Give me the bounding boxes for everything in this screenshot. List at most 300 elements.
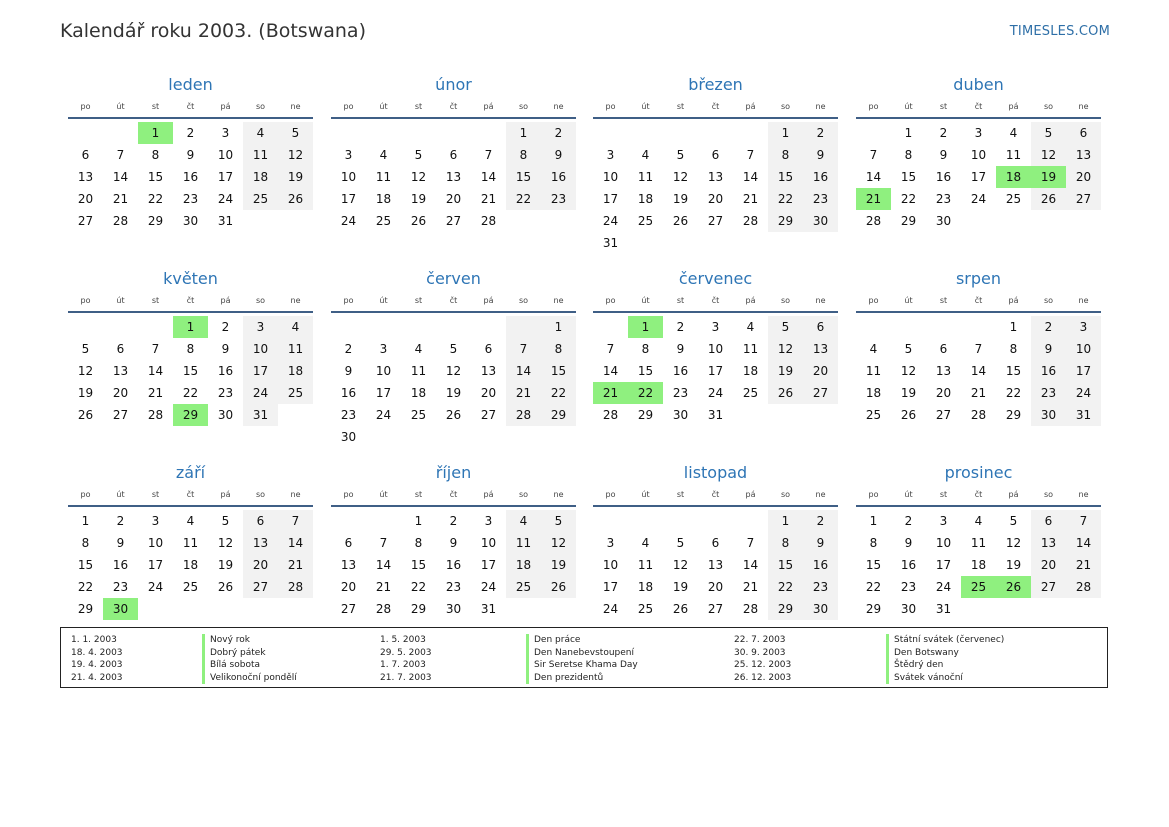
empty-cell (803, 404, 838, 426)
empty-cell (1066, 598, 1101, 620)
day-cell: 27 (243, 576, 278, 598)
empty-cell (68, 122, 103, 144)
day-cell: 7 (974, 342, 983, 356)
month-10 (331, 462, 576, 620)
week-row (68, 382, 313, 404)
day-cell: 23 (112, 580, 129, 594)
empty-cell (173, 598, 208, 620)
week-row (856, 360, 1101, 382)
day-cell: 10 (970, 148, 987, 162)
day-cell: 22 (410, 580, 427, 594)
day-cell: 19 (1031, 166, 1066, 188)
day-cell: 13 (243, 532, 278, 554)
day-cell: 15 (865, 558, 882, 572)
day-cell: 14 (742, 558, 759, 572)
weekday-label: po (605, 102, 616, 111)
day-cell: 18 (865, 386, 882, 400)
day-cell: 28 (742, 602, 759, 616)
day-cell: 20 (803, 360, 838, 382)
day-cell: 13 (112, 364, 129, 378)
weekday-label: st (676, 296, 685, 305)
day-cell: 14 (480, 170, 497, 184)
empty-cell (541, 426, 576, 448)
week-row (68, 122, 313, 144)
day-cell: 13 (340, 558, 357, 572)
week-row (593, 598, 838, 620)
day-cell: 17 (707, 364, 724, 378)
week-row (68, 510, 313, 532)
day-cell: 8 (541, 338, 576, 360)
day-cell: 6 (711, 536, 720, 550)
day-cell: 29 (637, 408, 654, 422)
weekday-label: čt (186, 296, 195, 305)
day-cell: 14 (112, 170, 129, 184)
empty-cell (506, 598, 541, 620)
day-cell: 19 (1005, 558, 1022, 572)
empty-cell (803, 232, 838, 254)
day-cell: 27 (935, 408, 952, 422)
day-cell: 30 (672, 408, 689, 422)
day-cell: 9 (676, 342, 685, 356)
day-cell: 27 (707, 214, 724, 228)
day-cell: 12 (1031, 144, 1066, 166)
day-cell: 12 (410, 170, 427, 184)
day-cell: 30 (900, 602, 917, 616)
weekday-label: ne (553, 490, 564, 499)
site-link[interactable]: TIMESLES.COM (1009, 24, 1110, 39)
legend-dates-col3 (734, 634, 791, 684)
week-row (331, 404, 576, 426)
day-cell: 17 (480, 558, 497, 572)
day-cell: 10 (375, 364, 392, 378)
weekday-label: út (641, 490, 650, 499)
legend-date: 21. 4. 2003 (71, 672, 123, 683)
month-9 (68, 462, 313, 620)
day-cell: 26 (541, 576, 576, 598)
day-cell: 14 (865, 170, 882, 184)
day-cell: 14 (278, 532, 313, 554)
day-cell: 7 (869, 148, 878, 162)
weekday-label: ne (815, 102, 826, 111)
day-cell: 12 (278, 144, 313, 166)
header-rule (331, 505, 576, 507)
weekday-label: so (780, 490, 791, 499)
weekday-header (856, 98, 1101, 116)
day-cell: 2 (344, 342, 353, 356)
weekday-label: ne (290, 102, 301, 111)
weekday-label: pá (220, 102, 231, 111)
weekday-label: po (343, 490, 354, 499)
month-name: červen (426, 269, 481, 288)
week-row (593, 166, 838, 188)
day-cell: 17 (243, 360, 278, 382)
day-cell: 8 (641, 342, 650, 356)
week-row (68, 166, 313, 188)
day-cell: 12 (1005, 536, 1022, 550)
day-cell: 9 (939, 148, 948, 162)
empty-cell (401, 426, 436, 448)
day-cell: 28 (278, 576, 313, 598)
day-cell: 3 (243, 316, 278, 338)
empty-cell (331, 122, 366, 144)
weekday-label: čt (186, 490, 195, 499)
month-name: prosinec (944, 463, 1013, 482)
day-cell: 11 (410, 364, 427, 378)
weekday-header (331, 98, 576, 116)
day-cell: 2 (541, 122, 576, 144)
week-row (331, 166, 576, 188)
week-row (593, 316, 838, 338)
month-name: červenec (678, 269, 753, 288)
day-cell: 24 (970, 192, 987, 206)
day-cell: 24 (602, 602, 619, 616)
week-row (856, 404, 1101, 426)
day-cell: 19 (278, 166, 313, 188)
day-cell: 13 (480, 364, 497, 378)
legend-date: 1. 7. 2003 (380, 660, 426, 670)
weekday-label: so (255, 490, 266, 499)
legend-names-col2 (526, 634, 638, 684)
day-cell: 24 (480, 580, 497, 594)
weekday-label: st (151, 296, 160, 305)
day-cell: 9 (803, 144, 838, 166)
day-cell: 19 (77, 386, 94, 400)
empty-cell (768, 232, 803, 254)
day-cell: 26 (410, 214, 427, 228)
day-cell: 12 (541, 532, 576, 554)
weekday-label: po (80, 102, 91, 111)
day-cell: 22 (628, 382, 663, 404)
legend-names-col1 (202, 634, 297, 684)
day-cell: 5 (768, 316, 803, 338)
day-cell: 20 (445, 192, 462, 206)
weekday-label: po (868, 296, 879, 305)
weekday-header (68, 98, 313, 116)
header-rule (856, 117, 1101, 119)
day-cell: 29 (865, 602, 882, 616)
day-cell: 20 (243, 554, 278, 576)
weekday-label: út (379, 490, 388, 499)
day-cell: 6 (803, 316, 838, 338)
day-cell: 28 (970, 408, 987, 422)
empty-cell (541, 598, 576, 620)
day-cell: 21 (506, 382, 541, 404)
week-row (856, 210, 1101, 232)
day-cell: 24 (1066, 382, 1101, 404)
month-name: listopad (683, 463, 748, 482)
day-cell: 3 (606, 536, 615, 550)
day-cell: 2 (116, 514, 125, 528)
day-cell: 22 (182, 386, 199, 400)
day-cell: 5 (541, 510, 576, 532)
empty-cell (698, 122, 733, 144)
month-name: květen (163, 269, 218, 288)
day-cell: 4 (974, 514, 983, 528)
weekday-label: pá (1008, 102, 1019, 111)
day-cell: 31 (935, 602, 952, 616)
day-cell: 18 (375, 192, 392, 206)
day-cell: 25 (410, 408, 427, 422)
day-cell: 22 (506, 188, 541, 210)
day-cell: 20 (707, 192, 724, 206)
day-cell: 3 (1066, 316, 1101, 338)
empty-cell (278, 210, 313, 232)
day-cell: 26 (1031, 188, 1066, 210)
weekday-label: ne (553, 296, 564, 305)
weekday-label: po (343, 296, 354, 305)
day-cell: 23 (340, 408, 357, 422)
legend-date: 19. 4. 2003 (71, 660, 123, 670)
day-cell: 23 (445, 580, 462, 594)
month-4 (856, 74, 1101, 232)
day-cell: 8 (768, 144, 803, 166)
legend-holiday-name: Den Botswany (894, 647, 959, 658)
day-cell: 22 (900, 192, 917, 206)
day-cell: 20 (935, 386, 952, 400)
day-cell: 7 (151, 342, 160, 356)
day-cell: 19 (541, 554, 576, 576)
day-cell: 9 (904, 536, 913, 550)
day-cell: 1 (768, 122, 803, 144)
empty-cell (996, 598, 1031, 620)
day-cell: 4 (186, 514, 195, 528)
day-cell: 19 (217, 558, 234, 572)
weekday-header (593, 486, 838, 504)
empty-cell (1031, 210, 1066, 232)
day-cell: 12 (672, 558, 689, 572)
day-cell: 3 (221, 126, 230, 140)
day-cell: 10 (243, 338, 278, 360)
day-cell: 9 (344, 364, 353, 378)
day-cell: 28 (742, 214, 759, 228)
weekday-label: so (780, 296, 791, 305)
day-cell: 19 (672, 192, 689, 206)
day-cell: 20 (707, 580, 724, 594)
week-row (593, 404, 838, 426)
day-cell: 2 (186, 126, 195, 140)
weekday-header (331, 486, 576, 504)
weekday-label: st (939, 490, 948, 499)
month-2 (331, 74, 576, 232)
day-cell: 24 (375, 408, 392, 422)
weekday-label: so (1043, 296, 1054, 305)
month-1 (68, 74, 313, 232)
day-cell: 10 (602, 558, 619, 572)
weekday-label: út (904, 490, 913, 499)
day-cell: 11 (1005, 148, 1022, 162)
day-cell: 15 (768, 554, 803, 576)
day-cell: 22 (147, 192, 164, 206)
day-cell: 18 (506, 554, 541, 576)
empty-cell (628, 122, 663, 144)
empty-cell (856, 316, 891, 338)
day-cell: 2 (803, 510, 838, 532)
day-cell: 29 (410, 602, 427, 616)
day-cell: 29 (541, 404, 576, 426)
day-cell: 25 (243, 188, 278, 210)
day-cell: 7 (278, 510, 313, 532)
day-cell: 11 (742, 342, 759, 356)
empty-cell (961, 210, 996, 232)
week-row (68, 554, 313, 576)
weekday-label: út (904, 296, 913, 305)
week-row (68, 144, 313, 166)
day-cell: 18 (278, 360, 313, 382)
month-name: září (175, 463, 206, 482)
day-cell: 6 (1066, 122, 1101, 144)
week-row (593, 144, 838, 166)
day-cell: 15 (182, 364, 199, 378)
day-cell: 4 (414, 342, 423, 356)
empty-cell (541, 210, 576, 232)
week-row (331, 532, 576, 554)
weekday-label: út (116, 490, 125, 499)
legend-date: 1. 1. 2003 (71, 635, 117, 645)
day-cell: 20 (1066, 166, 1101, 188)
day-cell: 25 (961, 576, 996, 598)
day-cell: 14 (147, 364, 164, 378)
day-cell: 6 (484, 342, 493, 356)
empty-cell (698, 510, 733, 532)
day-cell: 3 (344, 148, 353, 162)
day-cell: 8 (904, 148, 913, 162)
day-cell: 4 (641, 536, 650, 550)
weekday-label: čt (711, 296, 720, 305)
day-cell: 1 (628, 316, 663, 338)
weekday-label: pá (1008, 296, 1019, 305)
weekday-label: pá (745, 296, 756, 305)
empty-cell (138, 316, 173, 338)
day-cell: 4 (869, 342, 878, 356)
day-cell: 5 (1031, 122, 1066, 144)
day-cell: 1 (904, 126, 913, 140)
weekday-label: ne (290, 490, 301, 499)
day-cell: 2 (939, 126, 948, 140)
day-cell: 4 (243, 122, 278, 144)
day-cell: 11 (637, 558, 654, 572)
day-cell: 17 (1066, 360, 1101, 382)
weekday-label: st (414, 296, 423, 305)
week-row (856, 382, 1101, 404)
day-cell: 20 (480, 386, 497, 400)
day-cell: 21 (856, 188, 891, 210)
day-cell: 1 (81, 514, 90, 528)
weekday-header (331, 292, 576, 310)
week-row (593, 554, 838, 576)
day-cell: 8 (1009, 342, 1018, 356)
day-cell: 1 (138, 122, 173, 144)
day-cell: 7 (506, 338, 541, 360)
month-8 (856, 268, 1101, 426)
weekday-label: so (780, 102, 791, 111)
day-cell: 12 (672, 170, 689, 184)
month-name: leden (168, 75, 213, 94)
day-cell: 23 (935, 192, 952, 206)
day-cell: 24 (707, 386, 724, 400)
legend-holiday-name: Štědrý den (894, 660, 944, 670)
week-row (593, 232, 838, 254)
week-row (856, 122, 1101, 144)
day-cell: 8 (768, 532, 803, 554)
day-cell: 25 (182, 580, 199, 594)
weekday-label: čt (711, 102, 720, 111)
weekday-header (68, 486, 313, 504)
day-cell: 16 (445, 558, 462, 572)
day-cell: 21 (970, 386, 987, 400)
empty-cell (663, 122, 698, 144)
day-cell: 17 (147, 558, 164, 572)
day-cell: 3 (484, 514, 493, 528)
empty-cell (471, 316, 506, 338)
day-cell: 6 (449, 148, 458, 162)
empty-cell (278, 598, 313, 620)
day-cell: 31 (1066, 404, 1101, 426)
header-rule (331, 311, 576, 313)
week-row (331, 144, 576, 166)
day-cell: 11 (506, 532, 541, 554)
weekday-label: út (379, 296, 388, 305)
day-cell: 21 (375, 580, 392, 594)
weekday-label: so (255, 296, 266, 305)
week-row (331, 188, 576, 210)
legend-holiday-name: Bílá sobota (210, 660, 261, 670)
weekday-label: ne (553, 102, 564, 111)
day-cell: 3 (711, 320, 720, 334)
day-cell: 15 (541, 360, 576, 382)
day-cell: 6 (81, 148, 90, 162)
weekday-label: pá (483, 102, 494, 111)
day-cell: 1 (173, 316, 208, 338)
day-cell: 30 (935, 214, 952, 228)
day-cell: 20 (1031, 554, 1066, 576)
legend-date: 30. 9. 2003 (734, 647, 786, 658)
day-cell: 3 (606, 148, 615, 162)
week-row (593, 122, 838, 144)
day-cell: 16 (340, 386, 357, 400)
day-cell: 16 (900, 558, 917, 572)
week-row (593, 532, 838, 554)
day-cell: 6 (116, 342, 125, 356)
day-cell: 26 (996, 576, 1031, 598)
weekday-label: čt (186, 102, 195, 111)
day-cell: 4 (506, 510, 541, 532)
holiday-legend (60, 627, 1108, 688)
day-cell: 15 (637, 364, 654, 378)
weekday-label: pá (220, 490, 231, 499)
empty-cell (436, 426, 471, 448)
day-cell: 13 (77, 170, 94, 184)
empty-cell (856, 122, 891, 144)
day-cell: 22 (768, 576, 803, 598)
day-cell: 3 (974, 126, 983, 140)
header-rule (856, 505, 1101, 507)
day-cell: 25 (375, 214, 392, 228)
day-cell: 21 (742, 580, 759, 594)
day-cell: 30 (340, 430, 357, 444)
month-name: únor (435, 75, 472, 94)
day-cell: 28 (1066, 576, 1101, 598)
empty-cell (733, 404, 768, 426)
weekday-label: čt (449, 490, 458, 499)
weekday-header (856, 486, 1101, 504)
weekday-label: út (379, 102, 388, 111)
month-6 (331, 268, 576, 448)
header-rule (593, 505, 838, 507)
day-cell: 5 (278, 122, 313, 144)
day-cell: 29 (1005, 408, 1022, 422)
day-cell: 28 (602, 408, 619, 422)
week-row (856, 576, 1101, 598)
